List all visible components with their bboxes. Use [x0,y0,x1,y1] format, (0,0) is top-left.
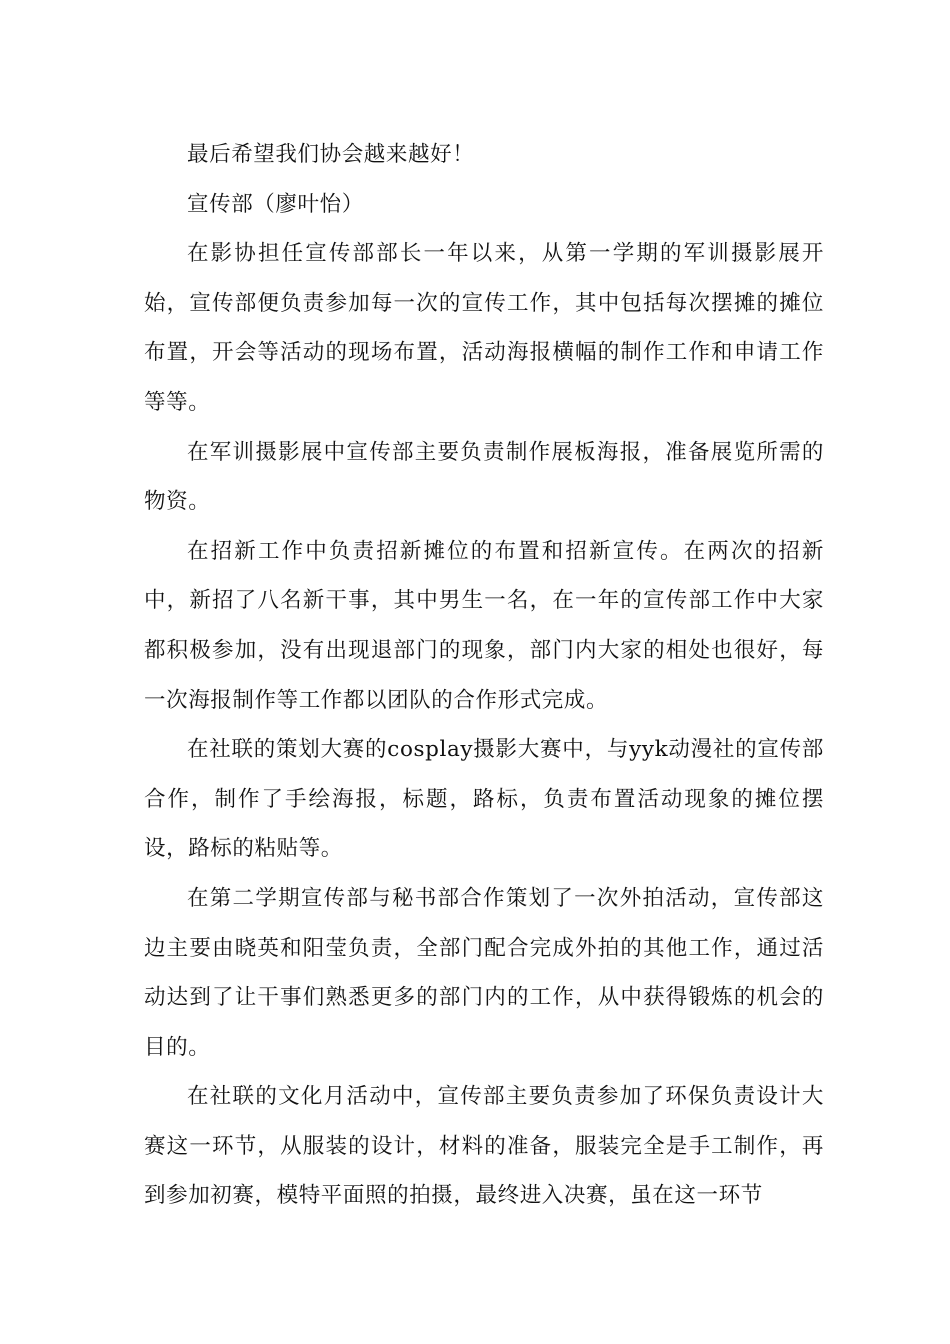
paragraph-cosplay-contest: 在社联的策划大赛的cosplay摄影大赛中，与yyk动漫社的宣传部合作，制作了手绘海报，标题，路标，负责布置活动现象的摊位摆设，路标的粘贴等。 [144,737,824,862]
paragraph-recruitment: 在招新工作中负责招新摊位的布置和招新宣传。在两次的招新中，新招了八名新干事，其中男生一名，在一年的宣传部工作中大家都积极参加，没有出现退部门的现象，部门内大家的相处也很好，每一次海报制作等工作都以团队的合作形式完成。 [144,538,824,713]
paragraph-section-heading: 宣传部（廖叶怡） [187,191,364,217]
paragraph-closing-wish: 最后希望我们协会越来越好！ [187,142,475,167]
paragraph-outdoor-shoot: 在第二学期宣传部与秘书部合作策划了一次外拍活动，宣传部这边主要由晓英和阳莹负责，全部门配合完成外拍的其他工作，通过活动达到了让干事们熟悉更多的部门内的工作，从中获得锻炼的机会的目的。 [144,885,824,1060]
paragraph-overview: 在影协担任宣传部部长一年以来，从第一学期的军训摄影展开始，宣传部便负责参加每一次的宣传工作，其中包括每次摆摊的摊位布置，开会等活动的现场布置，活动海报横幅的制作工作和申请工作等等。 [144,241,824,415]
paragraph-military-exhibition: 在军训摄影展中宣传部主要负责制作展板海报，准备展览所需的物资。 [144,439,824,515]
paragraph-culture-month: 在社联的文化月活动中，宣传部主要负责参加了环保负责设计大赛这一环节，从服装的设计，材料的准备，服装完全是手工制作，再到参加初赛，模特平面照的拍摄，最终进入决赛，虽在这一环节 [144,1084,824,1209]
document-body [144,130,824,1221]
